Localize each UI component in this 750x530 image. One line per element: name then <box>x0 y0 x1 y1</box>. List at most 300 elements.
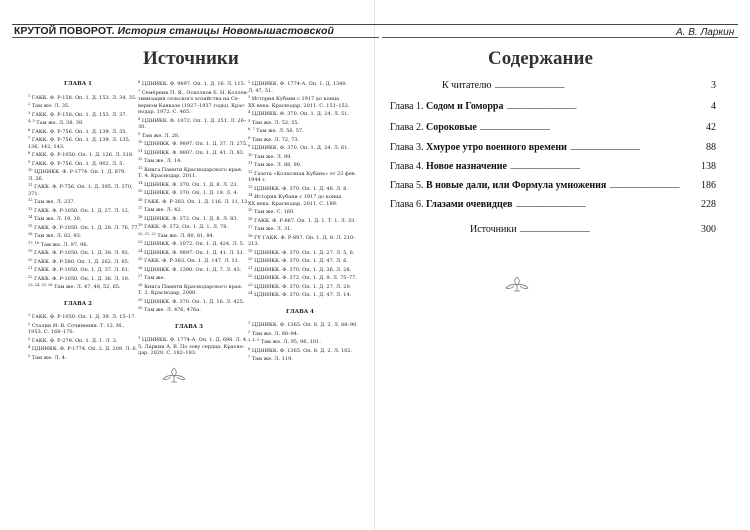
footnote-number: 26 <box>138 265 143 270</box>
footnote-number: 1 <box>28 313 31 317</box>
footnote-text: ГАКК. Ф. Р-383. Оп. 1. Д. 116. Л. 11, 12. <box>144 198 249 205</box>
footnote-line <box>248 160 352 169</box>
chapter-heading: ГЛАВА 1 <box>63 81 92 87</box>
footnote-text: Т. 2. Краснодар, 2008. <box>138 290 197 296</box>
footnote-number: 5 <box>248 118 251 123</box>
toc-entry-label <box>390 161 507 172</box>
footnote-line <box>248 354 352 363</box>
running-header-author: А. В. Ларкин <box>676 27 735 38</box>
footnote-line <box>138 139 248 148</box>
footnote-number: 10 <box>248 152 253 157</box>
footnote-line <box>248 290 352 299</box>
footnote-number: 9 <box>138 131 141 136</box>
footnote-text: ЦДНИКК. Ф. 370. Оп. 1. Д. 27. Л. 20. <box>254 283 352 290</box>
footnote-line <box>138 305 240 314</box>
footnote-text: 371. <box>28 190 40 197</box>
footnote-number: 24 <box>248 291 253 295</box>
toc-entry-label <box>390 101 503 112</box>
footnote-text: Там же. Л. 237. <box>34 199 76 205</box>
footnote-line <box>28 110 128 119</box>
footnote-text: Там же. Л. 82, 83. <box>34 233 82 239</box>
footnote-number: 23 <box>248 282 253 287</box>
footnote-number: 7 <box>138 88 141 93</box>
footnote-text: Там же. Л. 89. <box>254 153 292 160</box>
footnote-text: 213. <box>248 241 260 247</box>
footnote-number: 16 <box>28 232 33 236</box>
footnote-number: 6 <box>138 80 141 84</box>
toc-entry-page: 3 <box>711 80 716 91</box>
footnote-line <box>248 207 352 216</box>
footnote-text: Там же. Л. 47, 48, 52, 65. <box>54 284 121 290</box>
footnote-number: 20, 21, 22 <box>138 231 156 236</box>
footnote-text: ГАКК. Ф. Р-1050. Оп. 1. Д. 28. Л. 76, 77. <box>34 224 139 231</box>
footnote-number: 3 <box>28 336 31 341</box>
toc-leader-dots <box>570 142 703 153</box>
footnote-text: Там же. Л. 95, 96, 101. <box>260 339 321 345</box>
footnote-number: 3, 4, 5 <box>248 338 260 342</box>
footnote-line <box>248 118 352 127</box>
chapter-heading: ГЛАВА 2 <box>63 300 92 307</box>
footnote-text: ЦДНИКК. Ф. 370. Оп. 1. Д. 8. Л. 23. <box>144 181 239 188</box>
toc-entry-prefix: Источники <box>470 224 517 235</box>
footnote-line <box>248 216 356 225</box>
footnote-line <box>248 273 357 282</box>
footnote-number: 2 <box>28 321 31 326</box>
footnote-line <box>138 165 243 174</box>
footnote-number: 4, 5 <box>28 119 35 123</box>
footnote-line <box>28 159 128 168</box>
footnote-line <box>28 197 128 206</box>
footnote-line <box>138 265 240 274</box>
footnote-line <box>138 205 240 214</box>
sources-title: Источники <box>143 48 239 69</box>
footnote-line <box>28 312 137 321</box>
footnote-number: 27 <box>138 274 143 278</box>
footnote-line <box>28 265 128 274</box>
toc-entry[interactable] <box>390 180 716 192</box>
footnote-text: Там же. Л. 19, 20. <box>34 216 82 222</box>
footnote-number: 10 <box>28 168 33 172</box>
footnote-text: ГАКК. Ф. Р-1050. Оп. 1. Д. 36. Л. 10. <box>34 275 130 282</box>
ornament-left-icon <box>160 366 188 384</box>
footnote-number: 2 <box>248 80 251 84</box>
footnote-line <box>248 143 352 152</box>
toc-entry-page: 4 <box>711 101 716 112</box>
footnote-number: 12 <box>248 169 253 174</box>
footnote-line <box>138 222 240 231</box>
footnote-line <box>28 214 128 223</box>
footnote-line <box>28 150 134 159</box>
toc-entry[interactable] <box>390 199 716 211</box>
footnote-text: ГАКК. Ф. Р-1050. Оп. 1. Д. 27. Л. 12. <box>34 207 130 214</box>
footnote-number: 19 <box>138 223 143 227</box>
toc-entry-page: 88 <box>706 142 716 153</box>
footnote-number: 14 <box>28 215 33 219</box>
footnote-line <box>248 109 352 118</box>
footnote-text: ГАКК. Ф. Р-383. Оп. 1. Д. 147. Л. 11. <box>144 258 240 264</box>
footnote-text: ЦДНИКК. Ф. 370. Оп. 1. Д. 16. Л. 425. <box>144 298 245 305</box>
toc-entry-label <box>390 142 567 153</box>
toc-leader-dots <box>480 122 703 133</box>
footnote-line <box>138 148 245 157</box>
footnote-line <box>138 116 247 125</box>
footnote-number: 15 <box>28 223 33 228</box>
footnote-number: 19 <box>248 248 253 253</box>
footnote-number: 6 <box>28 127 31 132</box>
footnote-text: Там же. Л. 72, 73. <box>251 136 300 143</box>
toc-leader-dots <box>510 161 698 172</box>
toc-entry-title: Хмурое утро военного времени <box>426 142 567 153</box>
footnote-number: 17 <box>248 225 253 229</box>
toc-entry-title: Новое назначение <box>426 161 507 172</box>
chapter-heading: ГЛАВА 3 <box>174 323 203 330</box>
footnote-text: ЦДНИКК. Ф. 372. Оп. 1. Д. 9. Л. 75–77. <box>254 275 357 281</box>
toc-entry-prefix: Глава 3. <box>390 142 426 153</box>
footnote-text: ЦДНИКК. Ф. 372. Оп. 1. Д. 8. Л. 83. <box>144 215 239 222</box>
footnote-text: Там же. <box>144 275 166 281</box>
footnote-number: 23 <box>138 240 143 244</box>
footnote-line <box>248 169 357 178</box>
footnote-line <box>28 167 128 176</box>
footnote-number: 11 <box>138 148 143 153</box>
contents-title: Содержание <box>488 48 593 69</box>
footnote-text: Л. 47, 51. <box>248 87 273 94</box>
footnote-line <box>28 135 131 144</box>
footnote-number: 19 <box>28 249 33 253</box>
footnote-number: 11 <box>28 183 33 187</box>
footnote-number: 12 <box>28 198 33 202</box>
right-page-contents <box>375 0 750 530</box>
footnote-line <box>28 344 138 353</box>
footnote-line <box>248 135 352 144</box>
toc-entry-page: 138 <box>701 161 716 172</box>
footnote-line <box>248 233 356 242</box>
footnote-line <box>28 127 128 136</box>
footnote-number: 23, 24, 25, 26 <box>28 283 53 287</box>
header-title-sub: История станицы Новомышастовской <box>117 25 335 37</box>
footnote-text: Там же. Л. 97, 96. <box>40 241 89 248</box>
footnote-line <box>138 335 248 344</box>
footnote-number: 24 <box>138 248 143 253</box>
toc-entry[interactable] <box>390 161 716 173</box>
footnote-text: ГАКК. Ф. Р-1050. Оп. 1. Д. 39. Л. 15–17. <box>31 314 137 320</box>
footnote-number: 22 <box>248 274 253 278</box>
footnote-number: 20 <box>248 257 253 261</box>
footnote-number: 15 <box>138 189 143 193</box>
footnote-number: 10 <box>138 140 143 144</box>
footnote-text: ЦДНИКК. Ф. 1390. Оп. 1. Д. 7. Л. 43. <box>144 266 242 273</box>
footnote-text: ЦДНИКК. Ф. 370. Оп. 1. Д. 47. Л. 6. <box>254 258 349 264</box>
footnote-line <box>28 240 128 249</box>
footnote-number: 4 <box>248 110 251 114</box>
footnote-text: ЦДНИКК. Ф. 1774-А. Оп. 1. Д. 1340. <box>251 81 348 87</box>
footnote-text: верном Кавказе (1927–1937 годы). Крас- <box>138 102 246 109</box>
footnote-line <box>28 353 128 362</box>
footnote-text: Там же. Л. 88, 90. <box>254 162 302 168</box>
footnote-line <box>28 206 128 215</box>
footnote-text: ЦДНИКК. Ф. 1774-А. Оп. 1. Д. 698. Л. 4, <box>141 337 248 343</box>
footnote-text: ЦДНИКК. Ф. 370. Оп. 1. Д. 47. Л. 14. <box>254 292 352 298</box>
footnote-text: Книга Памяти Краснодарского края. <box>144 283 243 290</box>
footnote-text: ЦДНИКК. Ф. 9897. Оп. 1. Д. 16. Л. 115. <box>141 81 246 87</box>
footnote-line <box>248 224 352 233</box>
footnote-line <box>138 214 240 223</box>
ornament-right-icon <box>503 275 531 293</box>
footnote-number: 2 <box>248 329 251 334</box>
footnote-line <box>248 192 352 201</box>
toc-entry[interactable] <box>390 101 716 113</box>
footnote-line <box>138 350 240 357</box>
toc-entry-label <box>390 199 513 210</box>
footnote-text: Там же. Л. 14. <box>144 158 182 164</box>
footnote-text: Л. 26. <box>28 175 44 182</box>
sources-column-1 <box>28 79 139 361</box>
footnote-number: 13 <box>28 206 33 211</box>
footnote-text: ЦДНИКК. Ф. 370. Оп. 1. Д. 24. Л. 61. <box>251 145 350 151</box>
footnote-line <box>138 156 240 165</box>
footnote-number: 25 <box>138 257 143 261</box>
footnote-line <box>248 184 352 193</box>
footnote-number: 15 <box>248 208 253 212</box>
footnote-line <box>248 256 352 265</box>
toc-entry-prefix: К читателю <box>442 80 492 91</box>
footnote-line <box>138 197 249 206</box>
footnote-line <box>138 231 240 240</box>
footnote-text: Там же. Л. 476, 476а. <box>144 307 201 313</box>
footnote-text: ГАКК. Ф. Р-158. Оп. 1. Д. 153. Л. 37. <box>31 111 128 118</box>
footnote-number: 16 <box>138 197 143 202</box>
footnote-line <box>138 282 243 291</box>
footnote-text: ЦДНИКК. Ф. 370. Оп. 1. Д. 24. Л. 51. <box>251 111 350 117</box>
footnote-number: 18 <box>138 214 143 219</box>
footnote-number: 7 <box>28 136 31 140</box>
footnote-text: 1944 г. <box>248 177 267 183</box>
footnote-number: 1 <box>28 93 31 98</box>
footnote-text: Там же. Л. 42. <box>144 207 182 213</box>
footnote-text: Там же. Л. 35. <box>31 103 70 109</box>
footnote-line <box>248 346 352 355</box>
footnote-text: Там же. Л. 80, 81, 84. <box>157 232 215 239</box>
footnote-text: Газета «Колхозная Кубань» от 23 фев. <box>254 170 357 177</box>
footnote-line <box>248 282 352 291</box>
footnote-number: 8 <box>138 116 141 121</box>
toc-leader-dots <box>516 199 698 210</box>
toc-entry-label <box>390 180 606 191</box>
footnote-text: ЦДНИКК. Ф. 1072. Оп. 1. Д. 424. Л. 5. <box>144 241 245 247</box>
toc-leader-dots <box>506 101 708 112</box>
toc-entry-title: Содом и Гоморра <box>426 101 504 112</box>
footnote-text: ЦДНИКК. Ф. Р-1774. Оп. 1. Д. 879. <box>34 169 126 175</box>
footnote-number: 9 <box>28 159 31 164</box>
footnote-text: ГАКК. Ф. Р-1050. Оп. 1. Д. 38. Л. 92. <box>34 250 130 256</box>
footnote-number: 5 <box>28 353 31 358</box>
footnote-line <box>28 321 128 330</box>
footnote-text: ГАКК. Ф. Р-279. Оп. 1. Д. 1. Л. 2. <box>31 337 118 344</box>
footnote-text: Семёрник П. Я., Осколков Е. Н. Коллек- <box>141 89 249 96</box>
footnote-text: Сталин И. В. Сочинения. Т. 12. М., <box>31 322 125 329</box>
toc-entry-prefix: Глава 4. <box>390 161 426 172</box>
footnote-text: ЦДНИКК. Ф. 370. Оп. 1. Д. 19. Л. 4. <box>144 190 239 196</box>
footnote-line <box>28 118 128 127</box>
footnote-number: 3 <box>28 110 31 115</box>
footnote-text: 5; Ларкин А. В. По зову сердца. Красно- <box>138 343 245 350</box>
toc-entry[interactable] <box>390 142 716 154</box>
footnote-text: Там же. С. 160. <box>254 209 295 215</box>
footnote-number: 13 <box>138 165 143 170</box>
footnote-text: Там же. Л. 52, 55. <box>251 119 300 126</box>
footnote-line <box>28 223 139 232</box>
footnote-text: ЦДНИКК. Ф. Р-1774. Оп. 2. Д. 209. Л. 6. <box>31 346 138 352</box>
footnote-line <box>248 329 352 338</box>
footnote-number: 11 <box>248 161 253 165</box>
footnote-text: Там же. Л. 38, 39. <box>36 120 84 126</box>
toc-entry-prefix: Глава 5. <box>390 180 426 191</box>
footnote-line <box>248 248 355 257</box>
footnote-text: ГАКК. Ф. Р-756. Оп. 1. Д. 395. Л. 370, <box>34 184 133 190</box>
toc-entry-label <box>442 80 492 91</box>
footnote-number: 28 <box>138 282 143 287</box>
footnote-line <box>138 188 240 197</box>
header-title-main: КРУТОЙ ПОВОРОТ. <box>14 25 115 37</box>
toc-entry-title: В новые дали, или Формула умножения <box>426 180 607 191</box>
footnote-line <box>138 297 245 306</box>
footnote-number: 2 <box>28 102 31 106</box>
footnote-text: Там же. Л. 88–94. <box>251 330 299 337</box>
footnote-number: 17, 18 <box>28 240 40 245</box>
footnote-text: Книга Памяти Краснодарского края. <box>144 166 243 173</box>
footnote-text: ЦДНИКК. Ф. 9897. Оп. 1. Д. 41. Л. 83. <box>144 149 245 156</box>
footnote-number: 8 <box>248 135 251 140</box>
footnote-text: ГУ ГАКК. Ф. Р-897. Оп. 1. Д. 8. Л. 210– <box>254 234 356 241</box>
footnote-line <box>28 182 133 191</box>
footnote-number: 6 <box>248 346 251 351</box>
footnote-line <box>248 265 352 274</box>
footnote-number: 9 <box>248 144 251 148</box>
footnote-text: ГАКК. Ф. Р-1050. Оп. 1. Д. 37. Л. 61. <box>34 267 130 273</box>
footnote-text: дар, 2020. С. 182–183. <box>138 350 197 356</box>
footnote-text: ГАКК. Ф. Р-756. Оп. 1. Д. 139. Л. 135, <box>31 137 131 143</box>
footnote-text: ЦДНИКК. Ф. 9897. Оп. 1. Д. 37. Л. 275. <box>144 141 248 147</box>
footnote-text: 1953. С. 168–170. <box>28 329 75 335</box>
footnote-text: ЦДНИКК. Ф. 1365. Оп. 8. Д. 2. Л. 102. <box>251 347 353 354</box>
footnote-number: 4 <box>28 345 31 349</box>
toc-entry-label <box>470 224 517 235</box>
footnote-number: 22 <box>28 274 33 279</box>
footnote-number: 12 <box>138 157 143 161</box>
footnote-line <box>138 239 245 248</box>
footnote-number: 14 <box>138 180 143 185</box>
footnote-text: Т. 4. Краснодар, 2011. <box>138 173 197 179</box>
footnote-number: 1 <box>248 321 251 325</box>
footnote-number: 30 <box>138 306 143 310</box>
toc-entry[interactable] <box>470 224 716 236</box>
toc-entry[interactable] <box>442 80 716 92</box>
toc-leader-dots <box>609 180 698 191</box>
toc-entry-page: 42 <box>706 122 716 133</box>
footnote-text: Там же. Л. 56, 57. <box>256 128 304 134</box>
footnote-line <box>138 88 249 97</box>
footnote-number: 13 <box>248 184 253 189</box>
footnote-text: Там же. Л. 119. <box>251 356 293 362</box>
chapter-heading: ГЛАВА 4 <box>285 308 314 315</box>
footnote-text: Там же. Л. 28. <box>141 132 180 139</box>
footnote-line <box>138 256 240 265</box>
footnote-text: Там же. Л. 4. <box>31 354 67 361</box>
footnote-number: 14 <box>248 193 253 197</box>
footnote-text: 30. <box>138 124 146 130</box>
footnote-number: 18 <box>248 233 253 238</box>
toc-entry[interactable] <box>390 122 716 134</box>
toc-entry-title: Глазами очевидцев <box>426 199 513 210</box>
footnote-number: 7 <box>248 355 251 359</box>
footnote-line <box>28 257 128 266</box>
toc-leader-dots <box>495 80 709 91</box>
toc-entry-label <box>390 122 477 133</box>
toc-entry-prefix: Глава 2. <box>390 122 426 133</box>
footnote-line <box>248 126 352 135</box>
footnote-text: ЦДНИКК. Ф. 370. Оп. 1. Д. 36. Л. 28. <box>254 266 352 273</box>
footnote-line <box>28 248 128 257</box>
footnote-text: ГАКК. Ф. Р-1050. Оп. 1. Д. 126. Л. 318. <box>31 152 134 158</box>
footnote-text: XX века. Краснодар, 2011. С. 189. <box>248 200 338 207</box>
footnote-text: Там же. Л. 31. <box>254 226 292 232</box>
sources-column-3 <box>248 79 358 363</box>
footnote-text: нодар, 1972. С. 465. <box>138 109 191 115</box>
toc-entry-page: 300 <box>701 224 716 235</box>
footnote-line <box>138 180 240 189</box>
footnote-text: ГАКК. Ф. Р-158. Оп. 1. Д. 153. Л. 34, 35. <box>31 94 137 101</box>
footnote-line <box>248 337 352 346</box>
footnote-line <box>138 273 240 282</box>
toc-entry-prefix: Глава 6. <box>390 199 426 210</box>
footnote-number: 1 <box>138 336 141 340</box>
footnote-text: ГАКК. Ф. 372. Оп. 1. Д. 1. Л. 78. <box>144 224 229 230</box>
footnote-text: История Кубани с 1917 до конца <box>251 96 340 102</box>
footnote-line <box>248 94 352 103</box>
footnote-line <box>28 282 128 291</box>
footnote-text: ЦДНИКК. Ф. 1072. Оп. 1. Д. 251. Л. 26– <box>141 117 247 124</box>
footnote-text: ЦДНИКК. Ф. 1365. Оп. 8. Д. 2. Л. 88–90. <box>251 322 358 328</box>
footnote-line <box>138 248 245 257</box>
toc-leader-dots <box>520 224 698 235</box>
footnote-number: 8 <box>28 151 31 155</box>
footnote-number: 16 <box>248 216 253 221</box>
sources-column-2 <box>138 79 249 357</box>
footnote-number: 29 <box>138 297 143 302</box>
footnote-number: 17 <box>138 206 143 210</box>
toc-entry-page: 186 <box>701 180 716 191</box>
footnote-line <box>248 152 352 161</box>
toc-entry-prefix: Глава 1. <box>390 101 426 112</box>
footnote-line <box>248 79 352 88</box>
footnote-number: 6, 7 <box>248 127 255 131</box>
footnote-number: 21 <box>28 266 33 270</box>
footnote-text: ЦДНИКК. Ф. 370. Оп. 1. Д. 27. Л. 5, 6. <box>254 249 355 256</box>
footnote-line <box>28 101 128 110</box>
footnote-text: ГАКК. Ф. Р-756. Оп. 1. Д. 902. Л. 5. <box>31 160 125 167</box>
footnote-text: тивизация сельского хозяйства на Се- <box>138 96 240 102</box>
footnote-text: XX века. Краснодар, 2011. С. 151–152. <box>248 102 350 109</box>
footnote-number: 3 <box>248 95 251 99</box>
footnote-text: ГАКК. Ф. Р-867. Оп. 1. Д. 1. Т. 1. Л. 33. <box>254 217 356 224</box>
footnote-line <box>138 79 246 88</box>
footnote-text: ЦДНИКК. Ф. 9897. Оп. 1. Д. 41. Л. 51. <box>144 249 245 256</box>
footnote-text: ЦДНИКК. Ф. 370. Оп. 1. Д. 46. Л. 8. <box>254 185 349 192</box>
footnote-line <box>28 274 128 283</box>
toc-entry-title: Сороковые <box>426 122 477 133</box>
footnote-text: История Кубани с 1917 до конца <box>254 194 342 200</box>
footnote-line <box>28 336 128 345</box>
